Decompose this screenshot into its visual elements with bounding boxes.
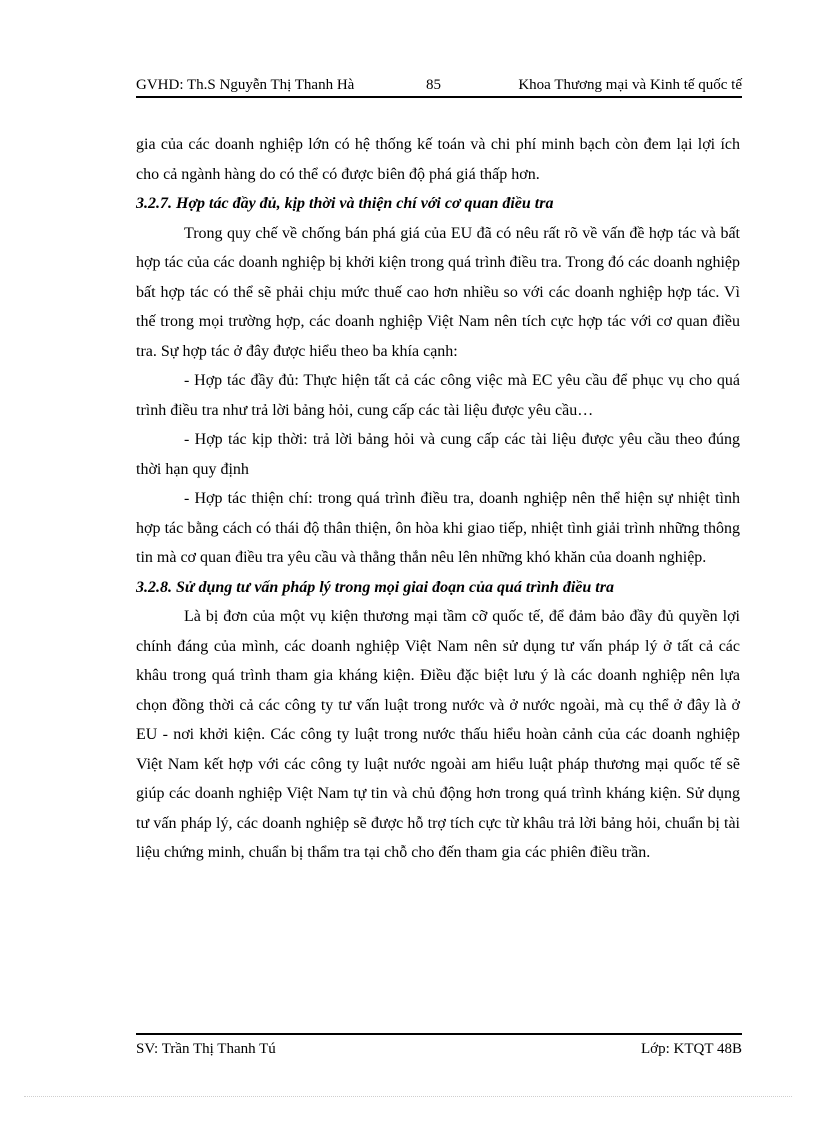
list-item-goodwill-cooperation: - Hợp tác thiện chí: trong quá trình điều tra, doanh nghiệp nên thể hiện sự nhiệt tình hợp tác bằng cách có thái độ thân thiện, ôn hòa khi giao tiếp, nhiệt tình giải trình những thông tin mà cơ quan điều tra yêu cầu và thẳng thắn nêu lên những khó khăn của doanh nghiệp. bbox=[136, 490, 740, 566]
page-footer bbox=[136, 1033, 742, 1059]
section-heading-3-2-8: 3.2.8. Sử dụng tư vấn pháp lý trong mọi giai đoạn của quá trình điều tra bbox=[136, 578, 614, 596]
footer-student: SV: Trần Thị Thanh Tú bbox=[136, 1041, 276, 1057]
list-item-full-cooperation: - Hợp tác đầy đủ: Thực hiện tất cả các công việc mà EC yêu cầu để phục vụ cho quá trình điều tra như trả lời bảng hỏi, cung cấp các tài liệu được yêu cầu… bbox=[136, 372, 740, 419]
page-number: 85 bbox=[426, 77, 441, 93]
section-heading-3-2-7: 3.2.7. Hợp tác đầy đủ, kịp thời và thiện chí với cơ quan điều tra bbox=[136, 195, 554, 212]
paragraph-continuation: gia của các doanh nghiệp lớn có hệ thống kế toán và chi phí minh bạch còn đem lại lợi ích cho cả ngành hàng do có thể có được biên độ phá giá thấp hơn. bbox=[136, 136, 740, 183]
paragraph-legal-advice: Là bị đơn của một vụ kiện thương mại tầm cỡ quốc tế, để đảm bảo đầy đủ quyền lợi chính đáng của mình, các doanh nghiệp Việt Nam nên sử dụng tư vấn pháp lý ở tất cả các khâu trong quá trình tham gia kháng kiện. Điều đặc biệt lưu ý là các doanh nghiệp nên lựa chọn đồng thời cả các công ty tư vấn luật trong nước và ở nước ngoài, mà cụ thể ở đây là ở EU - nơi khởi kiện. Các công ty luật trong nước thấu hiểu hoàn cảnh của các doanh nghiệp Việt Nam kết hợp với các công ty luật nước ngoài am hiểu luật pháp thương mại quốc tế sẽ giúp các doanh nghiệp Việt Nam tự tin và chủ động hơn trong quá trình kháng kiện. Sử dụng tư vấn pháp lý, các doanh nghiệp sẽ được hỗ trợ tích cực từ khâu trả lời bảng hỏi, chuẩn bị tài liệu chứng minh, chuẩn bị thẩm tra tại chỗ cho đến tham gia các phiên điều trần. bbox=[136, 608, 740, 861]
list-item-timely-cooperation: - Hợp tác kịp thời: trả lời bảng hỏi và cung cấp các tài liệu được yêu cầu theo đúng thời hạn quy định bbox=[136, 431, 740, 478]
paragraph-cooperation-intro: Trong quy chế về chống bán phá giá của EU đã có nêu rất rõ về vấn đề hợp tác và bất hợp tác của các doanh nghiệp bị khởi kiện trong quá trình điều tra. Trong đó các doanh nghiệp bất hợp tác có thể sẽ phải chịu mức thuế cao hơn nhiều so với các doanh nghiệp hợp tác. Vì thế trong mọi trường hợp, các doanh nghiệp Việt Nam nên tích cực hợp tác với cơ quan điều tra. Sự hợp tác ở đây được hiểu theo ba khía cạnh: bbox=[136, 224, 740, 360]
page-edge-divider bbox=[24, 1096, 792, 1097]
header-advisor: GVHD: Th.S Nguyễn Thị Thanh Hà bbox=[136, 77, 355, 93]
header-faculty: Khoa Thương mại và Kinh tế quốc tế bbox=[518, 77, 742, 93]
page-header bbox=[136, 74, 742, 98]
page-body bbox=[136, 130, 740, 868]
footer-class: Lớp: KTQT 48B bbox=[641, 1041, 742, 1057]
